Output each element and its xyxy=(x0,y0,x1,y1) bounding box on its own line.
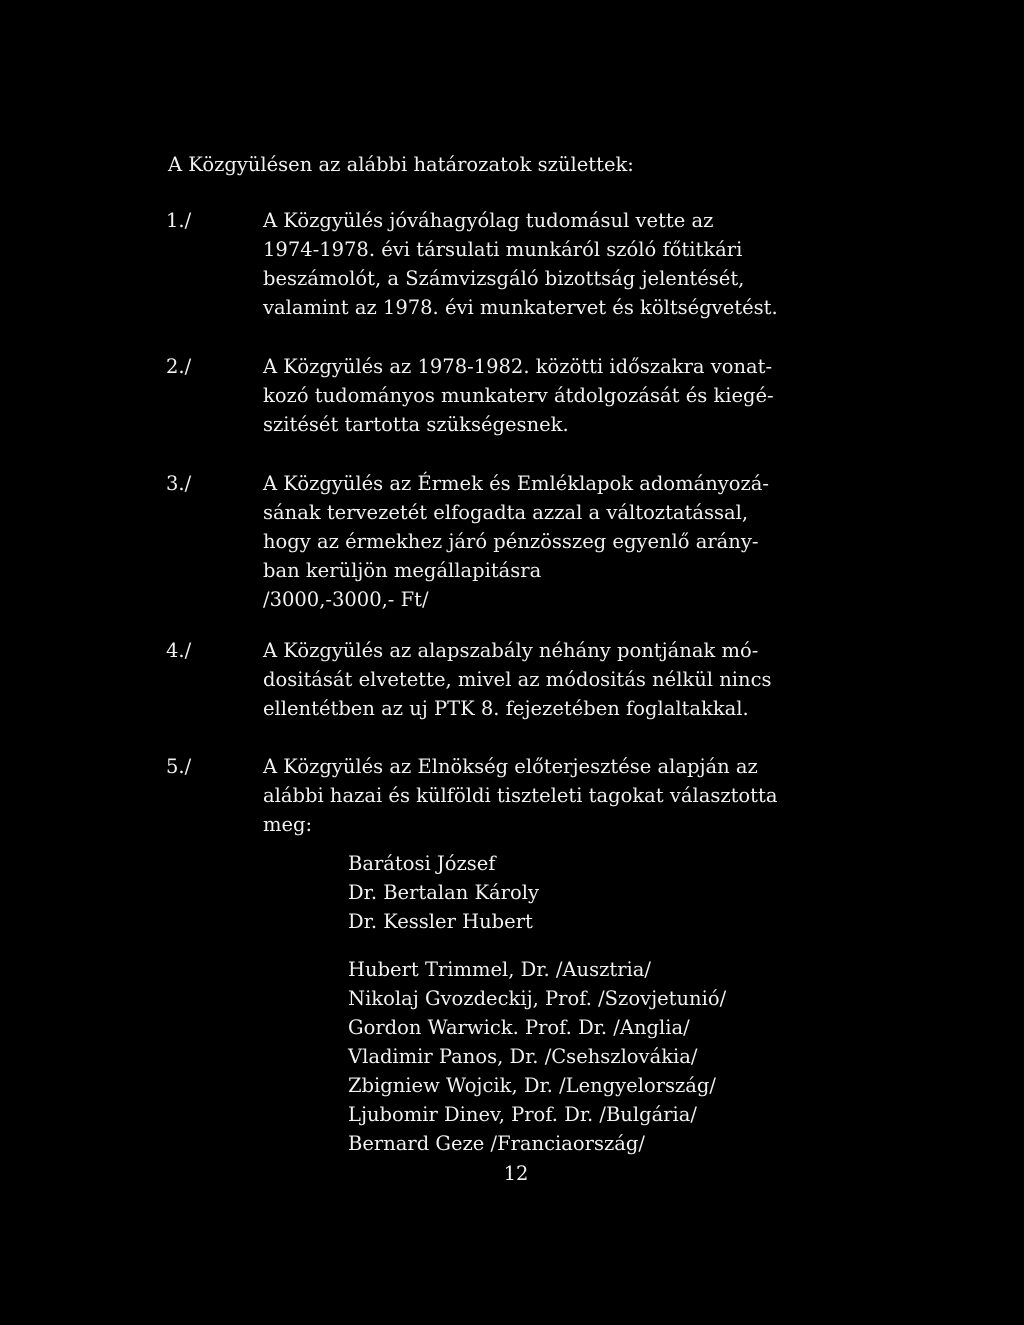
resolution-line: hogy az érmekhez járó pénzösszeg egyenlő arány- xyxy=(263,530,759,553)
resolution-line: A Közgyülés jóváhagyólag tudomásul vette az xyxy=(263,209,714,232)
resolution-line: alábbi hazai és külföldi tiszteleti tagokat választotta xyxy=(263,784,778,807)
member-name: Vladimir Panos, Dr. /Csehszlovákia/ xyxy=(348,1045,698,1068)
resolution-line: meg: xyxy=(263,813,313,836)
resolution-text xyxy=(263,352,883,439)
resolution-line: valamint az 1978. évi munkatervet és költségvetést. xyxy=(263,296,778,319)
resolution-line: dositását elvetette, mivel az módositás nélkül nincs xyxy=(263,668,772,691)
resolution-line: ban kerüljön megállapitásra xyxy=(263,559,542,582)
resolution-text xyxy=(263,752,883,839)
member-name: Bernard Geze /Franciaország/ xyxy=(348,1132,645,1155)
resolution-number: 2./ xyxy=(166,355,192,378)
resolution-line: beszámolót, a Számvizsgáló bizottság jelentését, xyxy=(263,267,745,290)
honorary-members-foreign-list xyxy=(348,955,828,1158)
member-name: Ljubomir Dinev, Prof. Dr. /Bulgária/ xyxy=(348,1103,697,1126)
resolution-text xyxy=(263,636,883,723)
honorary-members-domestic-list xyxy=(348,849,828,936)
member-name: Dr. Bertalan Károly xyxy=(348,881,539,904)
member-name: Dr. Kessler Hubert xyxy=(348,910,533,933)
document-heading: A Közgyülésen az alábbi határozatok születtek: xyxy=(168,153,634,176)
member-name: Hubert Trimmel, Dr. /Ausztria/ xyxy=(348,958,651,981)
resolution-number: 1./ xyxy=(166,209,192,232)
resolution-text xyxy=(263,206,883,322)
resolution-line: /3000,-3000,- Ft/ xyxy=(263,588,429,611)
resolution-line: szitését tartotta szükségesnek. xyxy=(263,413,569,436)
member-name: Gordon Warwick. Prof. Dr. /Anglia/ xyxy=(348,1016,690,1039)
resolution-line: A Közgyülés az Érmek és Emléklapok adományozá- xyxy=(263,472,770,495)
member-name: Nikolaj Gvozdeckij, Prof. /Szovjetunió/ xyxy=(348,987,727,1010)
resolution-text xyxy=(263,469,883,614)
page-number: 12 xyxy=(503,1162,529,1185)
resolution-line: A Közgyülés az alapszabály néhány pontjának mó- xyxy=(263,639,759,662)
resolution-line: A Közgyülés az Elnökség előterjesztése alapján az xyxy=(263,755,758,778)
resolution-line: kozó tudományos munkaterv átdolgozását és kiegé- xyxy=(263,384,774,407)
resolution-line: ellentétben az uj PTK 8. fejezetében foglaltakkal. xyxy=(263,697,749,720)
resolution-number: 4./ xyxy=(166,639,192,662)
member-name: Barátosi József xyxy=(348,852,496,875)
resolution-number: 5./ xyxy=(166,755,192,778)
resolution-line: A Közgyülés az 1978-1982. közötti időszakra vonat- xyxy=(263,355,773,378)
member-name: Zbigniew Wojcik, Dr. /Lengyelország/ xyxy=(348,1074,716,1097)
resolution-line: 1974-1978. évi társulati munkáról szóló főtitkári xyxy=(263,238,743,261)
resolution-number: 3./ xyxy=(166,472,192,495)
resolution-line: sának tervezetét elfogadta azzal a változtatással, xyxy=(263,501,749,524)
